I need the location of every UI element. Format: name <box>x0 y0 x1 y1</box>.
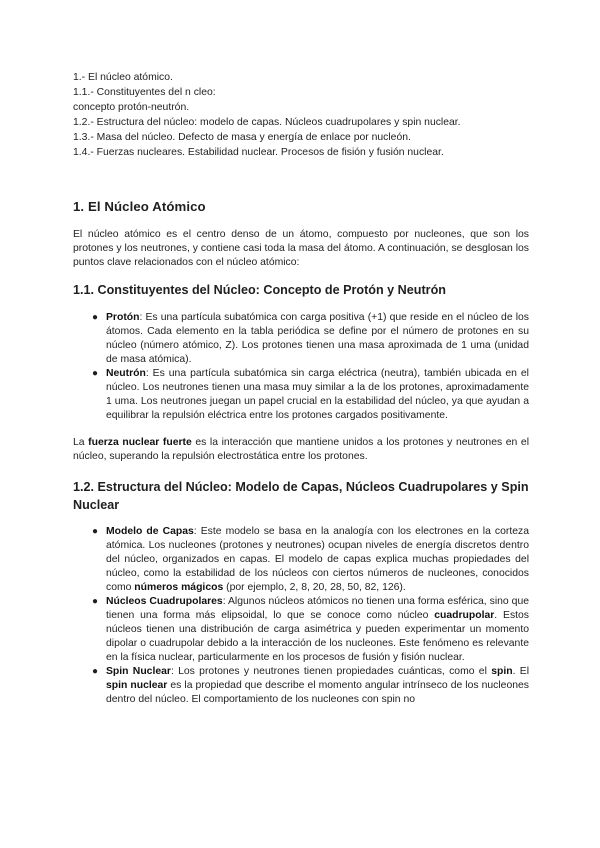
list-item <box>92 525 530 595</box>
quadrupolar-text: : Algunos núcleos atómicos no tienen una forma esférica, sino que tienen una forma más elipsoidal, lo que se conoce como núcleo <box>106 596 529 621</box>
document-content <box>73 70 529 707</box>
section-heading-1-2: 1.2. Estructura del Núcleo: Modelo de Capas, Núcleos Cuadrupolares y Spin Nuclear <box>73 480 529 512</box>
term-nuclear-spin: Spin Nuclear <box>106 666 171 677</box>
bullet-icon: ● <box>92 368 99 379</box>
table-of-contents <box>73 70 529 160</box>
constituents-list <box>73 311 529 423</box>
bullet-icon: ● <box>92 312 99 323</box>
section-heading-1: 1. El Núcleo Atómico <box>73 199 206 214</box>
toc-line: concepto protón-neutrón. <box>73 102 190 113</box>
shell-model-text: : Este modelo se basa en la analogía con los electrones en la corteza atómica. Los nucleones (protones y neutrones) ocupan niveles de energía discretos dentro del núcleo, organizados en capas. El modelo de capas explica muchas propiedades del núcleo, como la estabilidad de los núcleos con ciertos números de nucleones, conocidos como <box>106 526 530 593</box>
structure-list <box>73 525 529 707</box>
term-neutron: Neutrón <box>106 368 146 379</box>
term-magic-numbers: números mágicos <box>134 582 224 593</box>
toc-line: 1.3.- Masa del núcleo. Defecto de masa y energía de enlace por nucleón. <box>73 132 411 143</box>
quadrupolar-text-end: . Estos núcleos tienen una distribución de carga asimétrica y pueden experimentar un momento dipolar o cuadrupolar debido a la interacción de los nucleones. Este fenómeno es relevante en la física nuclear, particularmente en los procesos de fusión y fisión nuclear. <box>106 610 529 663</box>
strong-force-note <box>73 436 529 464</box>
toc-line: 1.2.- Estructura del núcleo: modelo de capas. Núcleos cuadrupolares y spin nuclear. <box>73 117 461 128</box>
section-1-intro: El núcleo atómico es el centro denso de un átomo, compuesto por nucleones, que son los protones y los neutrones, y contiene casi toda la masa del átomo. A continuación, se desglosan los puntos clave relacionados con el núcleo atómico: <box>73 229 529 268</box>
term-quadrupolar: cuadrupolar <box>434 610 495 621</box>
term-shell-model: Modelo de Capas <box>106 526 194 537</box>
toc-line: 1.1.- Constituyentes del n cleo: <box>73 87 216 98</box>
bullet-icon: ● <box>92 666 99 677</box>
list-item <box>92 595 529 665</box>
spin-text-mid: . El <box>512 666 530 677</box>
note-prefix: La <box>73 437 89 448</box>
toc-line: 1.4.- Fuerzas nucleares. Estabilidad nuclear. Procesos de fisión y fusión nuclear. <box>73 147 444 158</box>
term-proton: Protón <box>106 312 140 323</box>
term-spin-nuclear: spin nuclear <box>106 680 168 691</box>
spin-text: : Los protones y neutrones tienen propiedades cuánticas, como el <box>170 666 492 677</box>
list-item <box>92 311 529 367</box>
list-item <box>92 665 530 707</box>
term-spin: spin <box>491 666 513 677</box>
section-heading-1-1: 1.1. Constituyentes del Núcleo: Concepto de Protón y Neutrón <box>73 283 446 297</box>
term-quadrupolar-nuclei: Núcleos Cuadrupolares <box>106 596 223 607</box>
term-strong-force: fuerza nuclear fuerte <box>88 437 192 448</box>
spin-text-end: es la propiedad que describe el momento angular intrínseco de los nucleones dentro del núcleo. El comportamiento de los nucleones con spin no <box>106 680 529 705</box>
shell-model-text-end: (por ejemplo, 2, 8, 20, 28, 50, 82, 126). <box>223 582 406 593</box>
proton-description: : Es una partícula subatómica con carga positiva (+1) que reside en el núcleo de los átomos. Cada elemento en la tabla periódica se define por el número de protones en su núcleo (número atómico, Z). Los protones tienen una masa aproximada de 1 uma (unidad de masa atómica). <box>106 312 529 365</box>
toc-line: 1.- El núcleo atómico. <box>73 72 173 83</box>
note-body: es la interacción que mantiene unidos a los protones y neutrones en el núcleo, superando la repulsión electrostática entre los protones. <box>73 437 530 462</box>
bullet-icon: ● <box>92 526 99 537</box>
bullet-icon: ● <box>92 596 99 607</box>
list-item <box>92 367 529 423</box>
neutron-description: : Es una partícula subatómica sin carga eléctrica (neutra), también ubicada en el núcleo. Los neutrones tienen una masa muy similar a la de los protones, aproximadamente 1 uma. Los neutrones juegan un papel crucial en la estabilidad del núcleo, ya que ayudan a equilibrar la repulsión eléctrica entre los protones cargados positivamente. <box>106 368 529 421</box>
